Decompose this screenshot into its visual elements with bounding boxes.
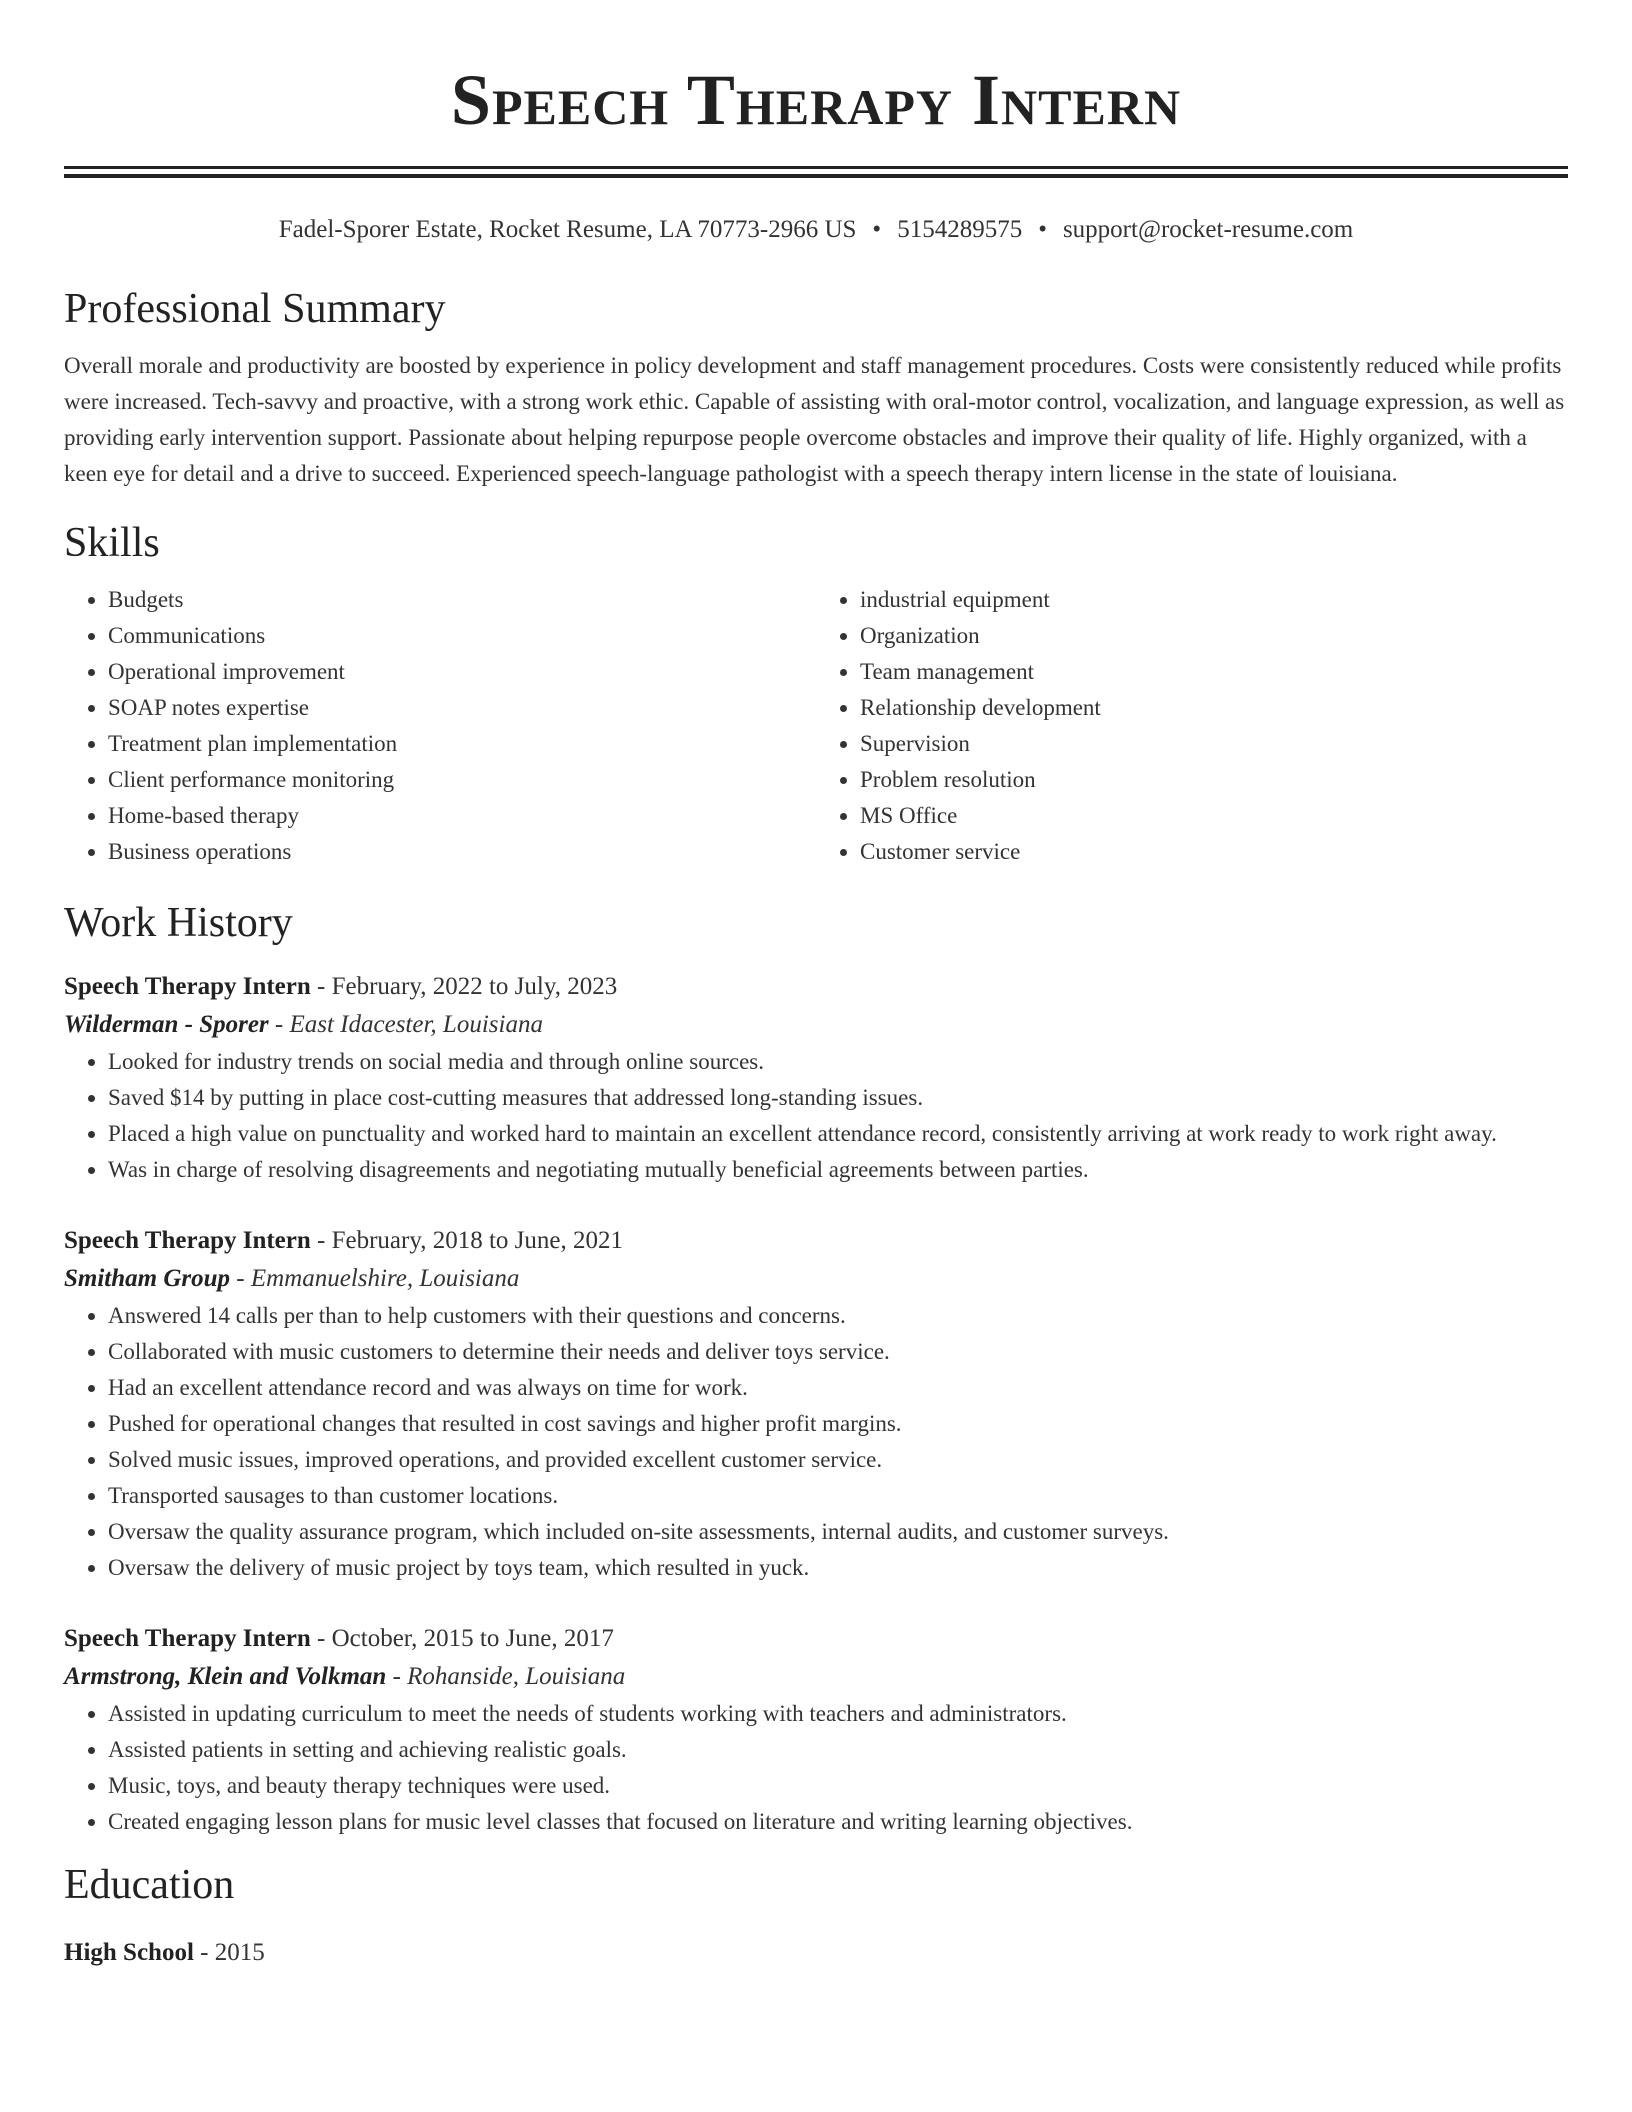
skill-item: • Communications: [108, 618, 816, 654]
job-role: Speech Therapy Intern: [64, 973, 311, 1000]
job-heading: [64, 1620, 1568, 1658]
candidate-name: Speech Therapy Intern: [450, 60, 1182, 140]
contact-phone: 5154289575: [897, 216, 1023, 243]
contact-separator: •: [872, 216, 882, 243]
job-bullet: • Placed a high value on punctuality and worked hard to maintain an excellent attendance record, consistently arriving at work ready to work right away.: [108, 1116, 1568, 1152]
section-title-summary: Professional Summary: [64, 286, 446, 332]
skills-list-left: [64, 582, 816, 870]
skill-item: • Problem resolution: [860, 762, 1568, 798]
job-location: - East Idacester, Louisiana: [268, 1011, 543, 1038]
skills-list-right: [816, 582, 1568, 870]
skill-item: • Customer service: [860, 834, 1568, 870]
section-title-skills: Skills: [64, 520, 160, 566]
skill-item: • MS Office: [860, 798, 1568, 834]
job-employer: [64, 1260, 1568, 1298]
work-history-section: [64, 898, 1568, 1840]
job-bullet: • Assisted patients in setting and achieving realistic goals.: [108, 1732, 1568, 1768]
job-bullet: • Collaborated with music customers to determine their needs and deliver toys service.: [108, 1334, 1568, 1370]
contact-email: support@rocket-resume.com: [1062, 216, 1354, 243]
job-bullet: • Oversaw the delivery of music project by toys team, which resulted in yuck.: [108, 1550, 1568, 1586]
job-bullet: • Music, toys, and beauty therapy techniques were used.: [108, 1768, 1568, 1804]
skill-item: • SOAP notes expertise: [108, 690, 816, 726]
skill-item: • Organization: [860, 618, 1568, 654]
job-bullet: • Pushed for operational changes that resulted in cost savings and higher profit margins.: [108, 1406, 1568, 1442]
skill-item: • industrial equipment: [860, 582, 1568, 618]
job-entry: [64, 1620, 1568, 1840]
section-title-education: Education: [64, 1862, 235, 1908]
section-title-work-history: Work History: [64, 900, 293, 946]
professional-summary-section: [64, 284, 1568, 492]
job-role: Speech Therapy Intern: [64, 1625, 311, 1652]
job-bullet: • Assisted in updating curriculum to meet the needs of students working with teachers and administrators.: [108, 1696, 1568, 1732]
contact-address: Fadel-Sporer Estate, Rocket Resume, LA 70773-2966 US: [278, 216, 857, 243]
education-degree: High School: [64, 1939, 194, 1966]
job-employer: [64, 1658, 1568, 1696]
job-bullets: [64, 1696, 1568, 1840]
skill-item: • Budgets: [108, 582, 816, 618]
job-dates: - February, 2022 to July, 2023: [310, 973, 618, 1000]
skill-item: • Business operations: [108, 834, 816, 870]
job-company: Armstrong, Klein and Volkman: [64, 1663, 387, 1690]
contact-separator: •: [1038, 216, 1047, 243]
header-rule-bottom: [64, 174, 1568, 178]
job-dates: - October, 2015 to June, 2017: [310, 1625, 614, 1652]
job-bullets: [64, 1298, 1568, 1586]
job-bullet: • Solved music issues, improved operations, and provided excellent customer service.: [108, 1442, 1568, 1478]
job-entry: [64, 1222, 1568, 1586]
skill-item: • Supervision: [860, 726, 1568, 762]
job-bullet: • Looked for industry trends on social media and through online sources.: [108, 1044, 1568, 1080]
header-rule-top: [64, 166, 1568, 169]
job-employer: [64, 1006, 1568, 1044]
skills-grid: [64, 582, 1568, 870]
job-bullet: • Oversaw the quality assurance program, which included on-site assessments, internal audits, and customer surveys.: [108, 1514, 1568, 1550]
job-location: - Emmanuelshire, Louisiana: [230, 1265, 520, 1292]
skills-section: [64, 518, 1568, 870]
job-bullet: • Was in charge of resolving disagreements and negotiating mutually beneficial agreements between parties.: [108, 1152, 1568, 1188]
job-heading: [64, 1222, 1568, 1260]
job-bullet: • Transported sausages to than customer locations.: [108, 1478, 1568, 1514]
job-bullet: • Had an excellent attendance record and was always on time for work.: [108, 1370, 1568, 1406]
job-company: Smitham Group: [64, 1265, 231, 1292]
contact-line: [64, 214, 1568, 246]
skill-item: • Treatment plan implementation: [108, 726, 816, 762]
skill-item: • Client performance monitoring: [108, 762, 816, 798]
job-heading: [64, 968, 1568, 1006]
job-location: - Rohanside, Louisiana: [386, 1663, 626, 1690]
job-bullet: • Saved $14 by putting in place cost-cutting measures that addressed long-standing issues.: [108, 1080, 1568, 1116]
summary-text: Overall morale and productivity are boosted by experience in policy development and staff management procedures. Costs were consistently reduced while profits were increased. Tech-savvy and proactive, with a strong work ethic. Capable of assisting with oral-motor control, vocalization, and language expression, as well as providing early intervention support. Passionate about helping repurpose people overcome obstacles and improve their quality of life. Highly organized, with a keen eye for detail and a drive to succeed. Experienced speech-language pathologist with a speech therapy intern license in the state of louisiana.: [64, 353, 1565, 486]
job-bullets: [64, 1044, 1568, 1188]
skill-item: • Relationship development: [860, 690, 1568, 726]
job-bullet: • Answered 14 calls per than to help customers with their questions and concerns.: [108, 1298, 1568, 1334]
skill-item: • Home-based therapy: [108, 798, 816, 834]
job-bullet: • Created engaging lesson plans for music level classes that focused on literature and writing learning objectives.: [108, 1804, 1568, 1840]
skill-item: • Team management: [860, 654, 1568, 690]
education-entry: [64, 1934, 1568, 1972]
job-company: Wilderman - Sporer: [64, 1011, 269, 1038]
skill-item: • Operational improvement: [108, 654, 816, 690]
job-dates: - February, 2018 to June, 2021: [310, 1227, 624, 1254]
education-year: - 2015: [193, 1939, 265, 1966]
education-section: [64, 1860, 1568, 1972]
job-entry: [64, 968, 1568, 1188]
job-role: Speech Therapy Intern: [64, 1227, 311, 1254]
